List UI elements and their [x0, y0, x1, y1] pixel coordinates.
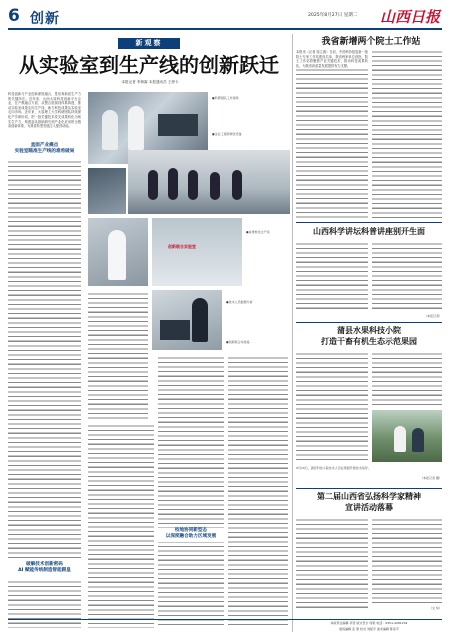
- page-header: [8, 6, 442, 30]
- story2-title: 山西科学讲坛科普讲座别开生面: [313, 227, 425, 236]
- story3-caption: 8月26日，蒲县科技小院技术人员在果园开展技术指导。: [296, 466, 371, 470]
- photo-data-analysis: [152, 290, 222, 350]
- lead-kicker-text: 新观察: [135, 39, 163, 47]
- story2-body-2: [372, 242, 442, 312]
- story-rule-3: [296, 488, 442, 489]
- header-rule: [8, 28, 442, 30]
- story3-title: 蒲县水果科技小院 打造干畜有机生态示范果园: [321, 326, 417, 346]
- lead-kicker: [118, 38, 180, 49]
- story4-title: 第二届山西省弘扬科学家精神 宣讲活动落幕: [317, 492, 421, 512]
- column-divider: [292, 34, 293, 632]
- story-rule-2: [296, 322, 442, 323]
- story4-body-2: [372, 518, 442, 604]
- story4-body: [296, 518, 368, 610]
- photo-factory-line: [128, 150, 290, 214]
- photo-workshop: [152, 218, 242, 286]
- photo-equipment: [88, 168, 126, 214]
- lead-intro: 科技创新与产业创新深度融合，是培育新质生产力的关键所在。近年来，山西太原科技创新平台企业，在产教融合方面，从整合资源到体系构建，推动实验室成果走向生产线，助力科技成果从实验室走向市场。近年来，太原理工大学科研团队持续深化产学研协同，把一批关键技术攻关成果转化为现实生产力，构建起从基础研究到产业化应用的全链条创新体系，为我省转型发展注入强劲动能。: [8, 92, 81, 129]
- story3-credit: （本报记者 摄）: [420, 476, 442, 480]
- lead-body-col1: [8, 160, 81, 560]
- lead-subhead-3: 校地协同新型态 以深度融合助力区域发展: [158, 528, 224, 542]
- photo-engineer: [88, 218, 148, 286]
- page-number: 6: [8, 6, 20, 26]
- footer-line-1: 本版责任编辑 李哲 版式设计 何艳 电话：0351-4281234: [330, 621, 408, 625]
- lead-body-col2b: [88, 424, 154, 628]
- story-rule-1: [296, 222, 442, 223]
- lead-subhead-2: 破解技术创新密码 AI 赋能传统制造智能跟皇: [18, 562, 71, 573]
- photo-caption-5: ●创新联合实验室: [226, 340, 250, 344]
- story3-body: [296, 352, 368, 462]
- lead-title: 从实验室到生产线的创新跃迁: [19, 53, 279, 77]
- lead-byline: 本报记者 李林霖 本报通讯员 王婷卡: [121, 80, 179, 84]
- photo-caption-3: ●成果转化生产线: [246, 230, 270, 234]
- photo-orchard: [372, 410, 442, 462]
- photo-caption-2: ●企业工程师调试设备: [212, 132, 242, 136]
- lead-body-col2: [88, 292, 148, 420]
- story2-byline: （本报记者）: [423, 314, 442, 318]
- photo-sign: 创新联合实验室: [168, 244, 196, 249]
- section-name: 创新: [30, 11, 60, 27]
- footer-rule: [8, 619, 442, 620]
- story1-body-2: [372, 50, 442, 218]
- story1-body: [296, 68, 368, 218]
- story4-credit: （文 综）: [429, 606, 442, 610]
- story1-title: 我省新增两个院士工作站: [321, 37, 421, 47]
- photo-caption-1: ●科研团队工作现场: [212, 96, 239, 100]
- date-line: 2025年8月27日 星期二: [308, 13, 358, 18]
- story1-lead: 本报讯（记者 周立源）日前，中国科协批复新一批院士专家工作站建设名单，我省两家单位获批。院士工作站将聚焦产业关键技术，推动科技成果转化，为我省高质量发展提供有力支撑。: [296, 50, 368, 68]
- masthead-logo: 山西日报: [379, 8, 440, 26]
- footer-line-2: 值班编辑 张 黎 校对 刘星宇 美术编辑 陈彦平: [339, 627, 399, 631]
- photo-caption-4: ●技术人员数据分析: [226, 300, 253, 304]
- lead-body-col1b: [8, 580, 81, 628]
- lead-body-col4: [228, 356, 288, 628]
- lead-body-col3: [158, 356, 224, 628]
- story2-body: [296, 242, 368, 312]
- lead-subhead-1: 直面产业痛点 实验室瞄准生产线的难希破局: [14, 143, 75, 154]
- story3-body-2: [372, 352, 442, 406]
